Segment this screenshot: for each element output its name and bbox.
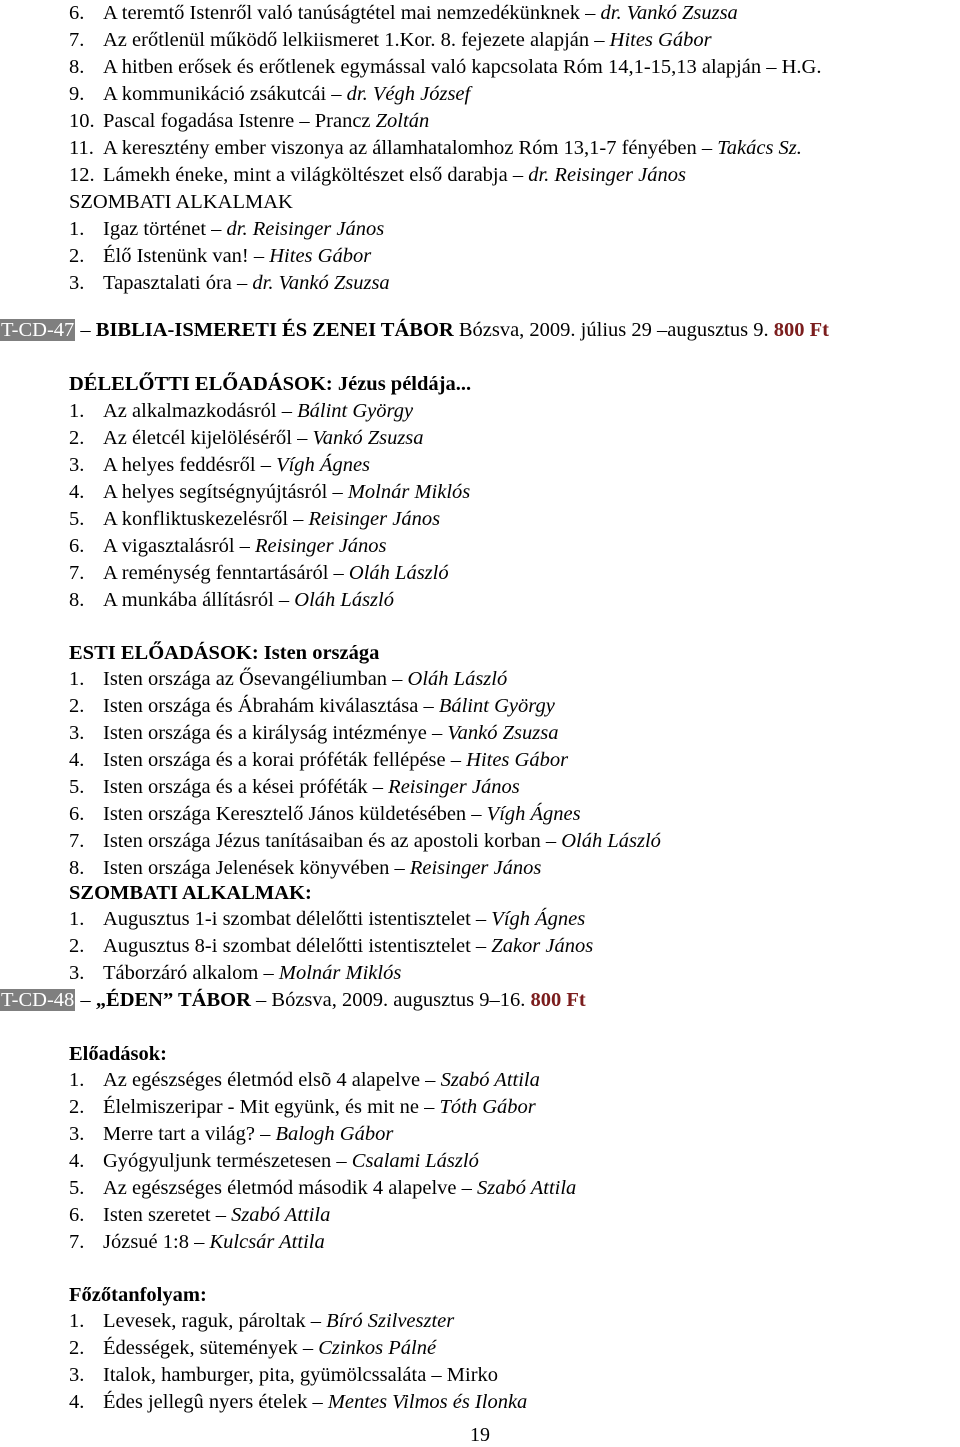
lecture-title: Isten országa és Ábrahám kiválasztása – (103, 695, 434, 717)
list-item: 1. Az alkalmazkodásról – Bálint György (69, 400, 414, 422)
list-item: 7. A reménység fenntartásáról – Oláh László (69, 562, 449, 584)
list-item: 2. Az életcél kijelöléséről – Vankó Zsuzsa (69, 427, 424, 449)
lecture-author: Zoltán (370, 110, 430, 132)
list-item: 5. Az egészséges életmód második 4 alapelve – Szabó Attila (69, 1177, 577, 1199)
lecture-author: Szabó Attila (435, 1069, 540, 1091)
lecture-author: Zakor János (486, 935, 594, 957)
list-item: 2. Élő Istenünk van! – Hites Gábor (69, 245, 372, 267)
cd-details: Bózsva, 2009. július 29 –augusztus 9. (453, 319, 774, 341)
list-item: 4. Isten országa és a korai próféták fellépése – Hites Gábor (69, 749, 569, 771)
list-item: 1. Levesek, raguk, pároltak – Bíró Szilveszter (69, 1310, 455, 1332)
lecture-title: Augusztus 8-i szombat délelőtti istentisztelet – (103, 935, 487, 957)
cd-code: T-CD-48 (1, 989, 75, 1011)
lecture-title: Táborzáró alkalom – (103, 962, 274, 984)
lecture-title: Igaz történet – (103, 218, 222, 240)
cd-price: 800 Ft (530, 989, 586, 1011)
list-item: 4. Gyógyuljunk természetesen – Csalami László (69, 1150, 479, 1172)
list-item: 3. Táborzáró alkalom – Molnár Miklós (69, 962, 402, 984)
lecture-author: Balogh Gábor (270, 1123, 394, 1145)
list-item: 11. A keresztény ember viszonya az államhatalomhoz Róm 13,1-7 fényében – Takács Sz. (69, 137, 802, 159)
lecture-title: Isten országa Jelenések könyvében – (103, 857, 405, 879)
list-item: 3. Italok, hamburger, pita, gyümölcssaláta – Mirko (69, 1364, 499, 1386)
lecture-author: Reisinger János (249, 535, 387, 557)
lecture-title: Józsué 1:8 – (103, 1231, 205, 1253)
lecture-title: A hitben erősek és erőtlenek egymással való kapcsolata Róm 14,1-15,13 alapján – H.G. (103, 56, 822, 78)
lecture-title: Isten szeretet – (103, 1204, 226, 1226)
list-item: 5. Isten országa és a kései próféták – Reisinger János (69, 776, 520, 798)
lecture-title: A kommunikáció zsákutcái – (103, 83, 342, 105)
cd-title: „ÉDEN” TÁBOR (95, 989, 251, 1011)
lecture-author: Szabó Attila (471, 1177, 577, 1199)
list-item: 6. A teremtő Istenről való tanúságtétel mai nemzedékünknek – dr. Vankó Zsuzsa (69, 2, 738, 24)
lecture-author: Szabó Attila (225, 1204, 331, 1226)
list-item: 6. A vigasztalásról – Reisinger János (69, 535, 387, 557)
lecture-author: Bálint György (433, 695, 555, 717)
lecture-author: Vígh Ágnes (270, 454, 371, 476)
section-heading: SZOMBATI ALKALMAK (69, 191, 293, 213)
cd-code: T-CD-47 (1, 319, 75, 341)
cd-price: 800 Ft (773, 319, 829, 341)
lecture-author: Oláh László (402, 668, 508, 690)
lecture-author: Oláh László (343, 562, 449, 584)
lecture-title: Édességek, sütemények – (103, 1337, 314, 1359)
lecture-author: Kulcsár Attila (204, 1231, 325, 1253)
lecture-author: dr. Vankó Zsuzsa (595, 2, 738, 24)
lecture-title: Italok, hamburger, pita, gyümölcssaláta – Mirko (103, 1364, 499, 1386)
cd-entry-48: T-CD-48 – „ÉDEN” TÁBOR – Bózsva, 2009. augusztus 9–16. 800 Ft (1, 989, 586, 1011)
section-heading: DÉLELŐTTI ELŐADÁSOK: Jézus példája... (69, 373, 472, 395)
lecture-title: A keresztény ember viszonya az államhatalomhoz Róm 13,1-7 fényében – (103, 137, 713, 159)
list-item: 1. Augusztus 1-i szombat délelőtti istentisztelet – Vígh Ágnes (69, 908, 586, 930)
section-heading: Előadások: (69, 1043, 167, 1065)
section-heading: ESTI ELŐADÁSOK: Isten országa (69, 642, 380, 664)
lecture-title: Élelmiszeripar - Mit együnk, és mit ne – (103, 1096, 435, 1118)
lecture-author: Reisinger János (404, 857, 542, 879)
lecture-title: A helyes segítségnyújtásról – (103, 481, 343, 503)
list-item: 6. Isten szeretet – Szabó Attila (69, 1204, 331, 1226)
lecture-author: Tóth Gábor (434, 1096, 536, 1118)
list-item: 7. Az erőtlenül működő lelkiismeret 1.Kor. 8. fejezete alapján – Hites Gábor (69, 29, 712, 51)
lecture-title: A munkába állításról – (103, 589, 290, 611)
lecture-author: Hites Gábor (264, 245, 372, 267)
list-item: 2. Élelmiszeripar - Mit együnk, és mit ne – Tóth Gábor (69, 1096, 536, 1118)
lecture-author: Hites Gábor (461, 749, 569, 771)
lecture-title: A vigasztalásról – (103, 535, 250, 557)
lecture-title: Tapasztalati óra – (103, 272, 248, 294)
lecture-title: Az erőtlenül működő lelkiismeret 1.Kor. 8. fejezete alapján – (103, 29, 605, 51)
lecture-title: Az alkalmazkodásról – (103, 400, 292, 422)
lecture-title: Merre tart a világ? – (103, 1123, 271, 1145)
lecture-title: Az egészséges életmód elsõ 4 alapelve – (103, 1069, 436, 1091)
list-item: 5. A konfliktuskezelésről – Reisinger János (69, 508, 441, 530)
section-heading: SZOMBATI ALKALMAK: (69, 882, 312, 904)
lecture-author: Vígh Ágnes (486, 908, 586, 930)
list-item: 8. A hitben erősek és erőtlenek egymással való kapcsolata Róm 14,1-15,13 alapján – H.G. (69, 56, 822, 78)
lecture-title: A reménység fenntartásáról – (103, 562, 344, 584)
page-number: 19 (470, 1424, 490, 1446)
list-item: 3. Merre tart a világ? – Balogh Gábor (69, 1123, 394, 1145)
lecture-author: Oláh László (289, 589, 394, 611)
list-item: 2. Édességek, sütemények – Czinkos Pálné (69, 1337, 437, 1359)
lecture-title: Élő Istenünk van! – (103, 245, 265, 267)
lecture-author: Oláh László (556, 830, 661, 852)
lecture-author: dr. Végh József (341, 83, 471, 105)
list-item: 8. Isten országa Jelenések könyvében – Reisinger János (69, 857, 542, 879)
lecture-title: Pascal fogadása Istenre – Prancz (103, 110, 371, 132)
lecture-author: Vankó Zsuzsa (307, 427, 424, 449)
lecture-author: Hites Gábor (604, 29, 712, 51)
lecture-title: A helyes feddésről – (103, 454, 271, 476)
lecture-author: Reisinger János (303, 508, 441, 530)
list-item: 2. Isten országa és Ábrahám kiválasztása – Bálint György (69, 695, 555, 717)
lecture-title: Isten országa és a korai próféták fellépése – (103, 749, 462, 771)
list-item: 3. A helyes feddésről – Vígh Ágnes (69, 454, 371, 476)
lecture-title: Isten országa Keresztelő János küldetésében – (103, 803, 482, 825)
section-heading: Főzőtanfolyam: (69, 1284, 207, 1306)
list-item: 2. Augusztus 8-i szombat délelőtti istentisztelet – Zakor János (69, 935, 594, 957)
lecture-title: Levesek, raguk, pároltak – (103, 1310, 322, 1332)
lecture-title: Gyógyuljunk természetesen – (103, 1150, 347, 1172)
lecture-author: Molnár Miklós (342, 481, 471, 503)
list-item: 1. Isten országa az Ősevangéliumban – Oláh László (69, 668, 508, 690)
lecture-title: Isten országa Jézus tanításaiban és az apostoli korban – (103, 830, 557, 852)
lecture-title: A konfliktuskezelésről – (103, 508, 304, 530)
list-item: 6. Isten országa Keresztelő János küldetésében – Vígh Ágnes (69, 803, 581, 825)
cd-details: – Bózsva, 2009. augusztus 9–16. (250, 989, 531, 1011)
lecture-title: Isten országa és a királyság intézménye – (103, 722, 443, 744)
list-item: 1. Az egészséges életmód elsõ 4 alapelve – Szabó Attila (69, 1069, 540, 1091)
lecture-author: dr. Vankó Zsuzsa (247, 272, 390, 294)
list-item: 3. Tapasztalati óra – dr. Vankó Zsuzsa (69, 272, 390, 294)
lecture-title: Lámekh éneke, mint a világköltészet első darabja – (103, 164, 524, 186)
list-item: 10. Pascal fogadása Istenre – Prancz Zoltán (69, 110, 430, 132)
list-item: 4. A helyes segítségnyújtásról – Molnár Miklós (69, 481, 471, 503)
lecture-author: Mentes Vilmos és Ilonka (322, 1391, 528, 1413)
cd-title: BIBLIA-ISMERETI ÉS ZENEI TÁBOR (95, 319, 454, 341)
lecture-title: Az egészséges életmód második 4 alapelve – (103, 1177, 472, 1199)
lecture-title: Augusztus 1-i szombat délelőtti istentisztelet – (103, 908, 487, 930)
list-item: 12. Lámekh éneke, mint a világköltészet első darabja – dr. Reisinger János (69, 164, 686, 186)
cd-entry-47: T-CD-47 – BIBLIA-ISMERETI ÉS ZENEI TÁBOR Bózsva, 2009. július 29 –augusztus 9. 800 Ft (1, 319, 829, 341)
list-item: 7. Józsué 1:8 – Kulcsár Attila (69, 1231, 325, 1253)
list-item: 3. Isten országa és a királyság intézménye – Vankó Zsuzsa (69, 722, 559, 744)
lecture-title: Isten országa és a kései próféták – (103, 776, 384, 798)
lecture-title: Az életcél kijelöléséről – (103, 427, 308, 449)
lecture-author: Czinkos Pálné (313, 1337, 437, 1359)
lecture-author: Vankó Zsuzsa (442, 722, 559, 744)
list-item: 1. Igaz történet – dr. Reisinger János (69, 218, 385, 240)
lecture-author: Molnár Miklós (273, 962, 402, 984)
list-item: 4. Édes jellegû nyers ételek – Mentes Vilmos és Ilonka (69, 1391, 528, 1413)
list-item: 8. A munkába állításról – Oláh László (69, 589, 394, 611)
lecture-author: Bálint György (291, 400, 414, 422)
list-item: 9. A kommunikáció zsákutcái – dr. Végh József (69, 83, 471, 105)
lecture-author: dr. Reisinger János (221, 218, 385, 240)
lecture-title: Édes jellegû nyers ételek – (103, 1391, 323, 1413)
lecture-author: Vígh Ágnes (481, 803, 581, 825)
lecture-author: Bíró Szilveszter (321, 1310, 455, 1332)
lecture-title: Isten országa az Ősevangéliumban – (103, 668, 403, 690)
lecture-author: Reisinger János (383, 776, 520, 798)
lecture-author: Takács Sz. (712, 137, 802, 159)
lecture-author: Csalami László (346, 1150, 479, 1172)
list-item: 7. Isten országa Jézus tanításaiban és az apostoli korban – Oláh László (69, 830, 661, 852)
lecture-title: A teremtő Istenről való tanúságtétel mai nemzedékünknek – (103, 2, 596, 24)
lecture-author: dr. Reisinger János (523, 164, 686, 186)
